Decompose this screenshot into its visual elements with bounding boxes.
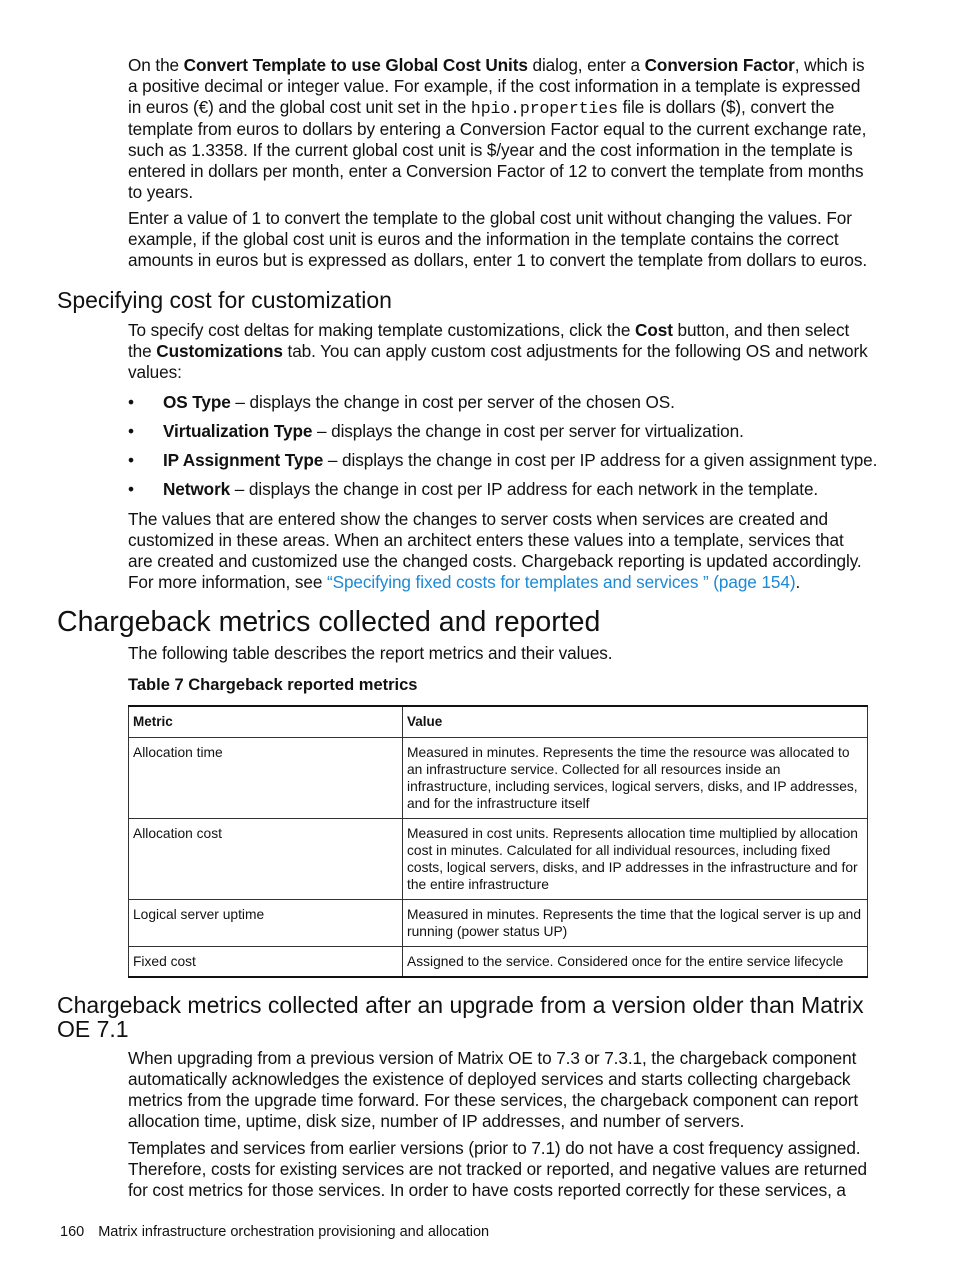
intro-paragraph-value-one: Enter a value of 1 to convert the template to the global cost unit without changing the values. For example, if the global cost unit is euros and the information in the template contains the correct amounts in euros but is expressed as dollars, enter 1 to convert the template from dollars to euros. (128, 208, 867, 270)
metric-cell: Fixed cost (129, 947, 403, 978)
value-cell: Measured in cost units. Represents allocation time multiplied by allocation cost in minutes. Calculated for all individual resources, including fixed costs, logical servers, disks, and IP addresses in the infrastructure and for the entire infrastructure (403, 819, 868, 900)
value-cell: Measured in minutes. Represents the time the resource was allocated to an infrastructure service. Collected for all resources inside an infrastructure, including services, logical servers, disks, and IP addresses, and for the infrastructure itself (403, 738, 868, 819)
customization-intro-paragraph: To specify cost deltas for making template customizations, click the Cost button, and then select the Customizations tab. You can apply custom cost adjustments for the following OS and network values: (128, 320, 868, 382)
table-row (129, 819, 868, 900)
footer-title: Matrix infrastructure orchestration provisioning and allocation (98, 1224, 490, 1240)
upgrade-paragraph-2: Templates and services from earlier versions (prior to 7.1) do not have a cost frequency assigned. Therefore, costs for existing services are not tracked or reported, and negative values are returned for cost metrics for those services. In order to have costs reported correctly for these services, a (128, 1138, 867, 1200)
table-row (129, 947, 868, 978)
metric-cell: Logical server uptime (129, 900, 403, 947)
list-item: • Virtualization Type – displays the change in cost per server for virtualization. (128, 421, 744, 441)
customization-bullet-list (128, 392, 888, 508)
list-item: • OS Type – displays the change in cost per server of the chosen OS. (128, 392, 675, 412)
metric-cell: Allocation cost (129, 819, 403, 900)
upgrade-paragraph-1: When upgrading from a previous version of Matrix OE to 7.3 or 7.3.1, the chargeback component automatically acknowledges the existence of deployed services and starts collecting chargeback metrics from the upgrade time forward. For these services, the chargeback component can report allocation time, uptime, disk size, number of IP addresses, and number of servers. (128, 1048, 858, 1131)
list-item: • Network – displays the change in cost per IP address for each network in the template. (128, 479, 819, 499)
value-cell: Assigned to the service. Considered once for the entire service lifecycle (403, 947, 868, 978)
cost-button-label: Cost (635, 320, 673, 340)
page-number: 160 (60, 1224, 85, 1240)
list-item: • IP Assignment Type – displays the change in cost per IP address for a given assignment type. (128, 450, 878, 470)
table-row (129, 738, 868, 819)
page-footer (60, 1222, 489, 1242)
column-header-metric: Metric (129, 706, 403, 738)
metric-cell: Allocation time (129, 738, 403, 819)
customization-values-paragraph: The values that are entered show the changes to server costs when services are created and customized in these areas. When an architect enters these values into a template, services that are created and customized use the changed costs. Chargeback reporting is updated accordingly. For more information, see “Specifying fixed costs for templates and services ” (page 154). (128, 509, 862, 592)
field-name: Conversion Factor (644, 55, 795, 75)
value-cell: Measured in minutes. Represents the time that the logical server is up and running (power status UP) (403, 900, 868, 947)
bullet-icon: • (128, 479, 134, 499)
table-caption: Table 7 Chargeback reported metrics (128, 676, 418, 694)
column-header-value: Value (403, 706, 868, 738)
section-heading-upgrade: Chargeback metrics collected after an upgrade from a version older than Matrix OE 7.1 (57, 992, 864, 1042)
section-heading-customization: Specifying cost for customization (57, 287, 392, 313)
intro-paragraph-conversion: On the Convert Template to use Global Cost Units dialog, enter a Conversion Factor, which is a positive decimal or integer value. For example, if the cost information in a template is expressed in euros (€) and the global cost unit set in the hpio.properties file is dollars ($), convert the template from euros to dollars by entering a Conversion Factor equal to the current exchange rate, such as 1.3358. If the current global cost unit is $/year and the cost information in the template is entered in dollars per month, enter a Conversion Factor of 12 to convert the template from months to years. (128, 55, 867, 202)
customizations-tab-label: Customizations (156, 341, 283, 361)
table-row (129, 900, 868, 947)
properties-file-name: hpio.properties (470, 99, 618, 118)
bullet-icon: • (128, 450, 134, 470)
bullet-icon: • (128, 421, 134, 441)
bullet-icon: • (128, 392, 134, 412)
chargeback-metrics-table (128, 705, 868, 978)
fixed-costs-link[interactable]: “Specifying fixed costs for templates and services ” (page 154) (326, 572, 796, 592)
section-heading-metrics: Chargeback metrics collected and reported (57, 606, 601, 638)
dialog-name: Convert Template to use Global Cost Units (183, 55, 528, 75)
metrics-intro-paragraph: The following table describes the report metrics and their values. (128, 643, 613, 663)
table-header-row (129, 706, 868, 738)
